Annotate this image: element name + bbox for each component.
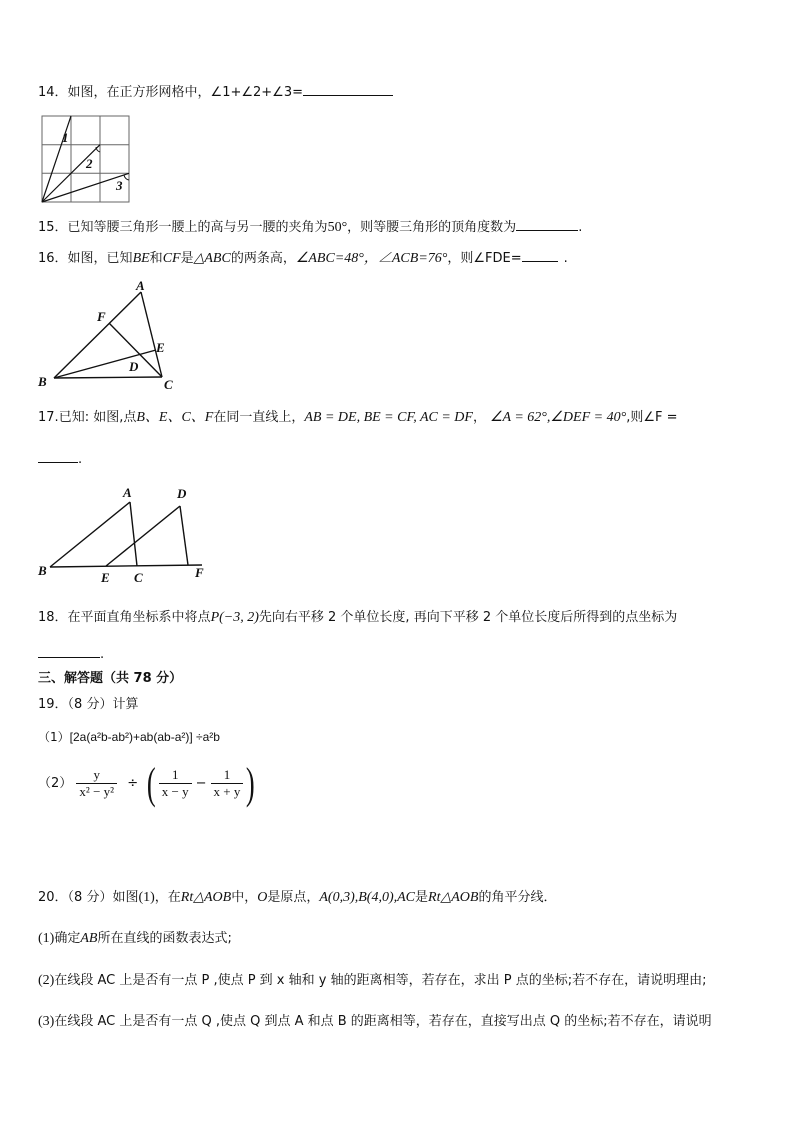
q14-grid-figure (40, 114, 132, 204)
right-paren: ) (246, 758, 256, 808)
side-bc (54, 377, 162, 378)
answer-blank[interactable] (516, 218, 578, 231)
answer-blank[interactable] (38, 450, 78, 463)
question-number: 16． (38, 251, 68, 266)
question-19: 19．（8 分）计算 (38, 697, 139, 712)
point-c-label: C (164, 377, 173, 392)
question-20-sub-3 (38, 1013, 712, 1031)
triangle-aob: Rt△AOB (180, 890, 232, 905)
line-bf (50, 565, 202, 567)
fraction-1-over-x-plus-y (211, 767, 244, 800)
question-20 (38, 889, 556, 907)
angle-abc: ∠ABC=48°， (295, 251, 378, 266)
part-label: （1） (38, 730, 70, 744)
answer-blank[interactable] (522, 249, 558, 262)
fraction-y-over-x2-y2 (76, 767, 117, 800)
denominator: x² − y² (79, 784, 115, 799)
question-text: 在同一直线上， (213, 410, 305, 425)
question-text: ，则∠FDE= (447, 251, 522, 266)
divide-sign: ÷ (127, 776, 139, 791)
point-f-label: F (97, 309, 106, 324)
point-a-label: A (136, 278, 145, 293)
numerator: y (76, 767, 117, 784)
question-text: 先向右平移 2 个单位长度, 再向下平移 2 个单位长度后所得到的点坐标为 (258, 610, 678, 625)
fraction-1-over-x-minus-y (159, 767, 192, 800)
question-text: ，在 (154, 890, 181, 905)
question-text: 确定 (54, 931, 81, 946)
numerator: 1 (211, 767, 244, 784)
angle-1-label: 1 (62, 130, 69, 145)
point-b-label: B (38, 563, 47, 578)
question-18 (38, 609, 677, 627)
period: . (100, 647, 105, 662)
part-label: （2） (38, 776, 73, 791)
given-angles: ∠A = 62°,∠DEF = 40° (489, 410, 627, 425)
question-text: 在平面直角坐标系中将点 (67, 610, 211, 625)
triangle-aob: Rt△AOB (428, 890, 479, 905)
sub-label: (1) (38, 931, 55, 946)
period: . (563, 251, 568, 266)
question-19-part-2 (38, 760, 258, 808)
angle-acb: ∠ACB=76° (377, 251, 448, 266)
question-text: 的角平分线． (478, 890, 557, 905)
question-text: ，则等腰三角形的顶角度数为 (347, 220, 517, 235)
question-text: 在线段 AC 上是否有一点 Q ,使点 Q 到点 A 和点 B 的距离相等，若存在，直接写出点 Q 的坐标;若不存在，请说明 (54, 1014, 712, 1029)
question-number: 18． (38, 610, 68, 625)
question-number: 15． (38, 220, 68, 235)
angle-2-label: 2 (86, 156, 93, 171)
question-text: 已知: 如图,点 (58, 410, 137, 425)
question-text: 是 (415, 890, 429, 905)
question-text: 和 (149, 251, 163, 266)
side-ba (50, 502, 130, 567)
answer-blank[interactable] (38, 645, 100, 658)
point-f-label: F (195, 565, 204, 580)
question-text: ,则∠F = (626, 410, 678, 425)
question-15 (38, 218, 582, 237)
side-ac (130, 502, 137, 566)
sub-label: (3) (38, 1014, 55, 1029)
segment-be: BE (132, 251, 150, 266)
point-e-label: E (156, 340, 165, 355)
conditions: AB = DE, BE = CF, AC = DF (304, 410, 473, 425)
period: . (78, 452, 83, 467)
question-17-answer (38, 450, 82, 469)
points-list: B、E、C、F (136, 410, 214, 425)
point-c-label: C (134, 570, 143, 585)
question-text: 已知等腰三角形一腰上的高与另一腰的夹角为 (67, 220, 328, 235)
separator: ， (472, 410, 486, 425)
question-text: 的两条高， (230, 251, 296, 266)
question-text: 所在直线的函数表达式; (97, 931, 232, 946)
angle-3-arc (124, 175, 129, 180)
question-number: 17. (38, 410, 59, 425)
question-text: 是 (180, 251, 194, 266)
q17-triangles-figure (34, 484, 214, 586)
sub-label: (2) (38, 973, 55, 988)
side-ab (54, 292, 141, 378)
angle-3-label: 3 (116, 178, 123, 193)
period: . (578, 220, 583, 235)
question-14 (38, 83, 393, 102)
q16-triangle-figure (34, 277, 184, 393)
point-d-label: D (129, 359, 139, 374)
question-20-sub-2 (38, 972, 706, 990)
angle-value: 50° (327, 220, 348, 235)
triangle-abc: △ABC (193, 251, 231, 266)
denominator: x − y (161, 784, 189, 799)
question-number: 14． (38, 85, 68, 100)
angle-2-arc (96, 147, 100, 152)
figure-ref: (1) (138, 890, 155, 905)
left-paren: ( (147, 758, 156, 808)
point-e-label: E (101, 570, 110, 585)
question-text: 如图，已知 (67, 251, 133, 266)
question-17 (38, 409, 678, 427)
question-16 (38, 249, 568, 268)
section-title: 三、解答题（共 78 分） (38, 671, 183, 686)
minus-sign: − (195, 776, 207, 791)
point-d-label: D (177, 486, 187, 501)
question-20-sub-1 (38, 930, 232, 948)
question-text: 如图，在正方形网格中，∠1+∠2+∠3= (67, 85, 304, 100)
numerator: 1 (159, 767, 192, 784)
side-ac (141, 292, 162, 377)
points: A(0,3),B(4,0),AC (319, 890, 416, 905)
altitude-be (54, 350, 156, 378)
point-b-label: B (38, 374, 47, 389)
side-ed (106, 506, 180, 566)
expression: [2a(a²b-ab²)+ab(ab-a²)] ÷a²b (69, 730, 220, 744)
point-a-label: A (123, 485, 132, 500)
point-p: P(−3, 2) (210, 610, 259, 625)
question-text: 中， (231, 890, 258, 905)
question-text: 20．（8 分）如图 (38, 890, 139, 905)
question-text: 是原点， (267, 890, 320, 905)
question-18-answer (38, 645, 104, 664)
question-19-part-1 (38, 728, 220, 746)
segment-ab: AB (80, 931, 98, 946)
side-df (180, 506, 188, 565)
denominator: x + y (213, 784, 241, 799)
answer-blank[interactable] (303, 83, 393, 96)
origin-o: O (257, 890, 268, 905)
segment-cf: CF (162, 251, 181, 266)
question-text: 在线段 AC 上是否有一点 P ,使点 P 到 x 轴和 y 轴的距离相等，若存在，求出 P 点的坐标;若不存在，请说明理由; (54, 973, 707, 988)
